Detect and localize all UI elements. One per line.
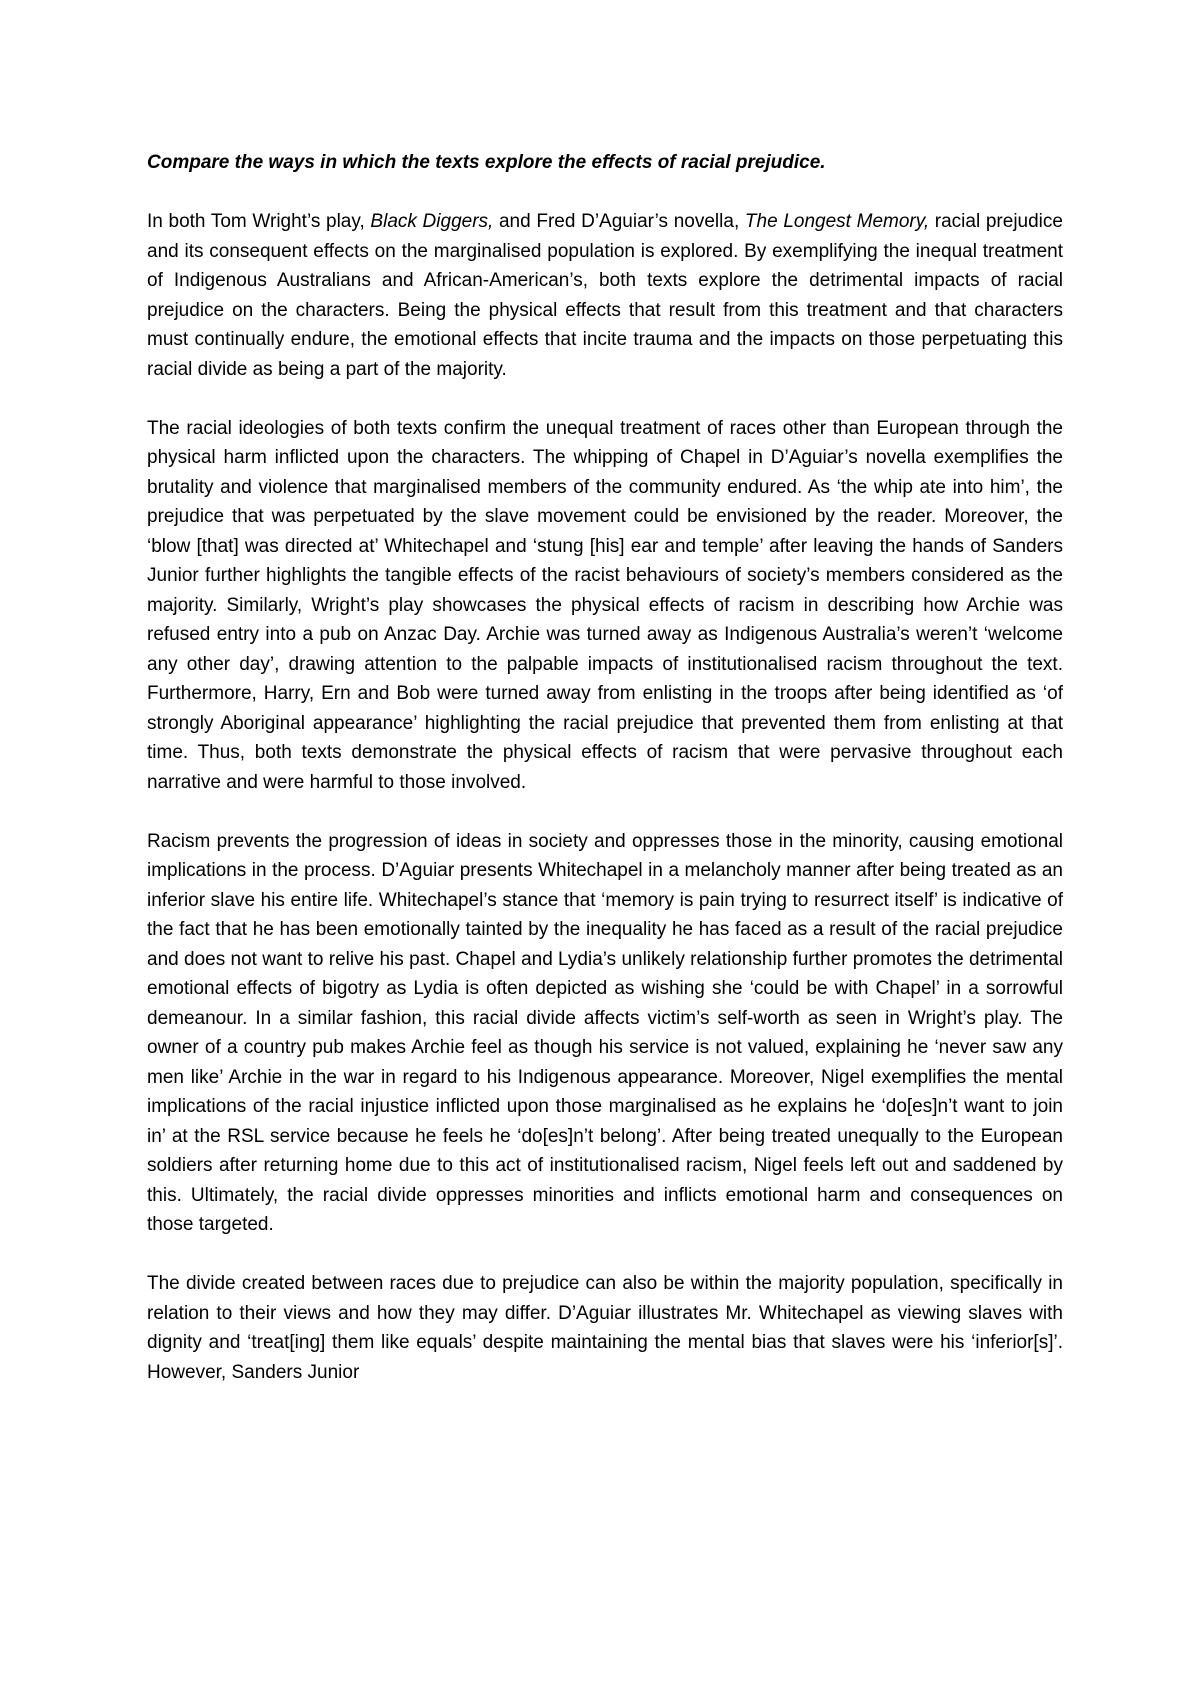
intro-paragraph <box>147 207 1063 384</box>
title-longest-memory: The Longest Memory, <box>744 211 930 232</box>
document-page <box>147 148 1063 1387</box>
intro-text-3: racial prejudice and its consequent effects on the marginalised population is explored. By exemplifying the inequal treatment of Indigenous Australians and African-American’s, both texts explore the detrimental impacts of racial prejudice on the characters. Being the physical effects that result from this treatment and that characters must continually endure, the emotional effects that incite trauma and the impacts on those perpetuating this racial divide as being a part of the majority. <box>147 211 1063 380</box>
intro-text-2: and Fred D’Aguiar’s novella, <box>493 211 745 232</box>
essay-question: Compare the ways in which the texts explore the effects of racial prejudice. <box>147 152 826 173</box>
title-black-diggers: Black Diggers, <box>370 211 494 232</box>
intro-text-1: In both Tom Wright’s play, <box>147 211 371 232</box>
body-paragraph-emotional: Racism prevents the progression of ideas in society and oppresses those in the minority, causing emotional implications in the process. D’Aguiar presents Whitechapel in a melancholy manner after being treated as an inferior slave his entire life. Whitechapel’s stance that ‘memory is pain trying to resurrect itself’ is indicative of the fact that he has been emotionally tainted by the inequality he has faced as a result of the racial prejudice and does not want to relive his past. Chapel and Lydia’s unlikely relationship further promotes the detrimental emotional effects of bigotry as Lydia is often depicted as wishing she ‘could be with Chapel’ in a sorrowful demeanour. In a similar fashion, this racial divide affects victim’s self-worth as seen in Wright’s play. The owner of a country pub makes Archie feel as though his service is not valued, explaining he ‘never saw any men like’ Archie in the war in regard to his Indigenous appearance. Moreover, Nigel exemplifies the mental implications of the racial injustice inflicted upon those marginalised as he explains he ‘do[es]n’t want to join in’ at the RSL service because he feels he ‘do[es]n’t belong’. After being treated unequally to the European soldiers after returning home due to this act of institutionalised racism, Nigel feels left out and saddened by this. Ultimately, the racial divide oppresses minorities and inflicts emotional harm and consequences on those targeted. <box>147 830 1063 1235</box>
body-paragraph-majority: The divide created between races due to prejudice can also be within the majority population, specifically in relation to their views and how they may differ. D’Aguiar illustrates Mr. Whitechapel as viewing slaves with dignity and ‘treat[ing] them like equals’ despite maintaining the mental bias that slaves were his ‘inferior[s]’. However, Sanders Junior <box>147 1273 1063 1383</box>
body-paragraph-physical: The racial ideologies of both texts confirm the unequal treatment of races other than European through the physical harm inflicted upon the characters. The whipping of Chapel in D’Aguiar’s novella exemplifies the brutality and violence that marginalised members of the community endured. As ‘the whip ate into him’, the prejudice that was perpetuated by the slave movement could be envisioned by the reader. Moreover, the ‘blow [that] was directed at’ Whitechapel and ‘stung [his] ear and temple’ after leaving the hands of Sanders Junior further highlights the tangible effects of the racist behaviours of society’s members considered as the majority. Similarly, Wright’s play showcases the physical effects of racism in describing how Archie was refused entry into a pub on Anzac Day. Archie was turned away as Indigenous Australia’s weren’t ‘welcome any other day’, drawing attention to the palpable impacts of institutionalised racism throughout the text. Furthermore, Harry, Ern and Bob were turned away from enlisting in the troops after being identified as ‘of strongly Aboriginal appearance’ highlighting the racial prejudice that prevented them from enlisting at that time. Thus, both texts demonstrate the physical effects of racism that were pervasive throughout each narrative and were harmful to those involved. <box>147 417 1063 793</box>
